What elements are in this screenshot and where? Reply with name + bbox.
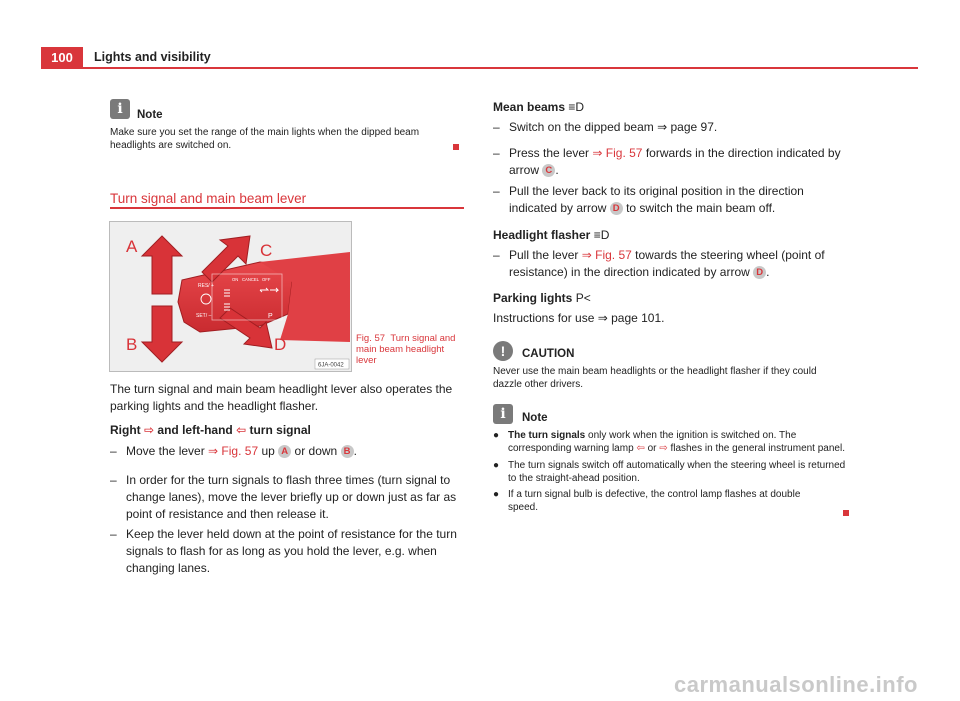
arrow-down-b [142,306,182,362]
caution-icon: ! [493,341,513,361]
label-on: ON [232,277,239,282]
letter-a: A [126,237,138,256]
letter-c: C [260,241,273,260]
bullet-icon: ● [493,460,500,471]
turn-signal-heading: Right ⇨ and left-hand ⇦ turn signal [110,423,311,437]
section-rule [110,207,464,209]
note-item-auto-off: The turn signals switch off automatically when the steering wheel is returned to the straight-ahead position. [508,460,846,484]
end-marker [453,144,459,150]
note-item-defective-bulb: If a turn signal bulb is defective, the control lamp flashes at double speed. [508,489,801,513]
lever-illustration [110,222,351,371]
figure-caption-label: Fig. 57 [356,333,386,344]
figure-57 [109,221,352,372]
label-cancel: CANCEL [242,277,259,282]
note-icon: i [493,404,513,424]
list-item-move-lever: Move the lever ⇒ Fig. 57 up A or down B . [126,444,357,458]
end-marker [843,510,849,516]
caution-title: CAUTION [522,348,575,360]
page-title: Lights and visibility [94,50,211,64]
right-arrow-icon: ⇨ [144,423,155,437]
badge-d: D [610,202,623,215]
badge-a: A [278,445,291,458]
watermark: carmanualsonline.info [674,672,918,697]
list-item: – [493,146,500,160]
list-item-three-flash: In order for the turn signals to flash three times (turn signal to change lanes), move the lever briefly up or down just as far as point of resistance and then release it. [126,473,457,521]
list-item: – [493,248,500,262]
main-beam-icon: ≡D [593,228,610,242]
headlight-flasher-heading: Headlight flasher ≡D [493,228,610,242]
letter-d: D [274,335,287,354]
left-arrow-icon: ⇦ [636,443,645,454]
list-item: – [493,120,500,134]
fig-57-link[interactable]: ⇒ Fig. 57 [208,444,259,458]
note-item-turn-signals: The turn signals only work when the ignition is switched on. The corresponding warning lamp ⇦ or ⇨ flashes in the general instrument panel. [508,430,845,454]
caution-text: Never use the main beam headlights or the headlight flasher if they could dazzle other drivers. [493,366,817,390]
figure-caption [356,333,466,366]
figure-caption-text: Turn signal and main beam headlight lever [356,333,456,366]
mean-beams-heading: Mean beams ≡D [493,100,585,114]
note-title: Note [522,412,548,424]
main-beam-icon: ≡D [568,100,585,114]
parking-light-icon: P< [575,291,591,305]
letter-b: B [126,335,138,354]
note-title: Note [137,109,163,121]
list-item-press-lever: Press the lever ⇒ Fig. 57 forwards in the direction indicated by arrow C . [509,146,841,177]
list-item: – [110,527,117,541]
list-item: – [493,184,500,198]
figure-code: 6JA-0042 [318,362,344,369]
list-item: – [110,444,117,458]
list-item-pull-back: Pull the lever back to its original position in the direction indicated by arrow D to switch the main beam off. [509,184,804,215]
list-item-dipped-beam: Switch on the dipped beam ⇒ page 97. [509,120,718,134]
label-set: SET/ – [196,313,212,319]
fig-57-link[interactable]: ⇒ Fig. 57 [592,146,643,160]
list-item: – [110,473,117,487]
right-arrow-icon: ⇨ [659,443,668,454]
badge-c: C [542,164,555,177]
bullet-icon: ● [493,489,500,500]
parking-icon-label: P [268,313,273,320]
left-arrow-icon: ⇦ [236,423,247,437]
label-res: RES/ + [198,283,214,289]
arrow-up-a [142,236,182,294]
badge-b: B [341,445,354,458]
note-icon: i [110,99,130,119]
list-item-hold-lever: Keep the lever held down at the point of resistance for the turn signals to flash for as long as you hold the lever, e.g. when changing lanes. [126,527,457,575]
label-off: OFF [262,277,271,282]
bullet-icon: ● [493,430,500,441]
parking-lights-text: Instructions for use ⇒ page 101. [493,311,665,325]
section-title: Turn signal and main beam lever [110,191,307,206]
page-number: 100 [41,47,83,69]
badge-d: D [753,266,766,279]
note-text: Make sure you set the range of the main lights when the dipped beam headlights are switched on. [110,127,420,151]
fig-57-link[interactable]: ⇒ Fig. 57 [581,248,632,262]
intro-paragraph: The turn signal and main beam headlight lever also operates the parking lights and the headlight flasher. [110,382,453,413]
list-item-flasher: Pull the lever ⇒ Fig. 57 towards the steering wheel (point of resistance) in the direction indicated by arrow D . [509,248,825,279]
parking-lights-heading: Parking lights P< [493,291,591,305]
